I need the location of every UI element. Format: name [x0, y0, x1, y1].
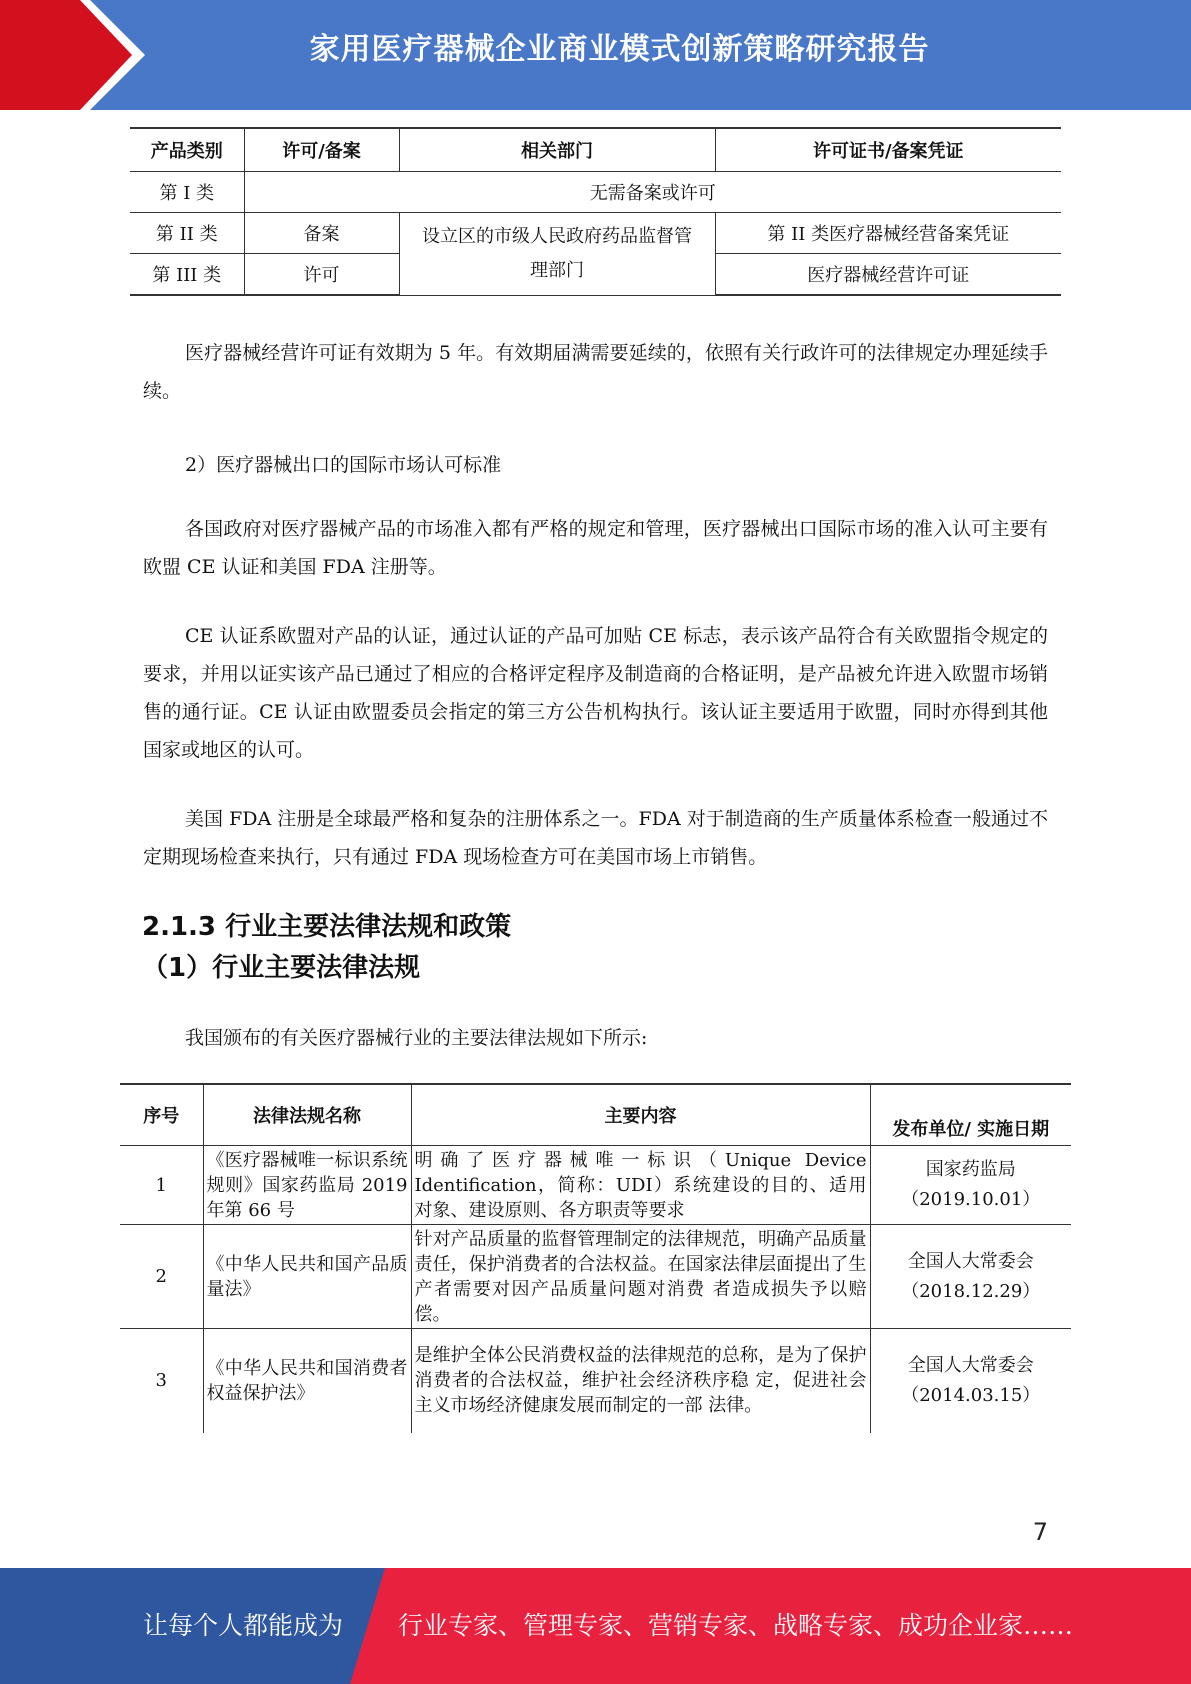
table2-cell-name: 《医疗器械唯一标识系统规则》国家药监局 2019 年第 66 号: [203, 1146, 411, 1225]
table2-cell-name: 《中华人民共和国消费者权益保护法》: [203, 1329, 411, 1433]
footer-bar: [0, 1568, 1191, 1684]
paragraph: 我国颁布的有关医疗器械行业的主要法律法规如下所示:: [185, 1027, 648, 1049]
table1-cell: 第 III 类: [130, 254, 244, 296]
table-row: [130, 172, 1061, 213]
table-row: [130, 213, 1061, 254]
table-row: [120, 1329, 1071, 1433]
license-category-table: [130, 127, 1061, 296]
effective-date: （2019.10.01）: [901, 1189, 1041, 1210]
effective-date: （2018.12.29）: [901, 1280, 1041, 1302]
table1-cell: 第 II 类: [130, 213, 244, 254]
footer-slogan-right: 行业专家、管理专家、营销专家、战略专家、成功企业家……: [398, 1611, 1074, 1640]
subsection-heading: （1）行业主要法律法规: [142, 953, 421, 983]
table1-cell: 许可: [244, 254, 399, 296]
table1-cell: 第 I 类: [130, 172, 244, 213]
table2-header-issuer: 发布单位/ 实施日期: [870, 1084, 1071, 1146]
table1-header-dept: 相关部门: [399, 128, 715, 172]
laws-table: [120, 1083, 1071, 1433]
table2-cell-no: 1: [120, 1146, 203, 1225]
issuer-name: 全国人大常委会: [907, 1250, 1034, 1272]
table1-cell: 备案: [244, 213, 399, 254]
table1-cell: 第 II 类医疗器械经营备案凭证: [715, 213, 1061, 254]
section-heading: 2.1.3 行业主要法律法规和政策: [142, 912, 512, 942]
table-row: [120, 1146, 1071, 1225]
paragraph: 美国 FDA 注册是全球最严格和复杂的注册体系之一。FDA 对于制造商的生产质量体系检查一般通过不定期现场检查来执行，只有通过 FDA 现场检查方可在美国市场上市销售。: [143, 808, 1048, 868]
table2-cell-issuer: [870, 1329, 1071, 1433]
table1-header-cert: 许可证书/备案凭证: [715, 128, 1061, 172]
table1-header-type: 许可/备案: [244, 128, 399, 172]
table2-cell-issuer: [870, 1146, 1071, 1225]
effective-date: （2014.03.15）: [901, 1384, 1041, 1406]
table2-cell-no: 3: [120, 1329, 203, 1433]
table-row: [120, 1225, 1071, 1329]
paragraph: 各国政府对医疗器械产品的市场准入都有严格的规定和管理，医疗器械出口国际市场的准入认可主要有欧盟 CE 认证和美国 FDA 注册等。: [143, 518, 1048, 578]
table2-header-content: 主要内容: [411, 1084, 870, 1146]
table2-cell-content: 是维护全体公民消费权益的法律规范的总称，是为了保护消费者的合法权益，维护社会经济秩序稳 定，促进社会主义市场经济健康发展而制定的一部 法律。: [411, 1329, 870, 1433]
footer-slogan-left: 让每个人都能成为: [143, 1611, 344, 1640]
table2-cell-name: 《中华人民共和国产品质量法》: [203, 1225, 411, 1329]
table2-cell-no: 2: [120, 1225, 203, 1329]
table2-cell-content: 针对产品质量的监督管理制定的法律规范，明确产品质量责任，保护消费者的合法权益。在国家法律层面提出了生产者需要对因产品质量问题对消费 者造成损失予以赔偿。: [411, 1225, 870, 1329]
table1-cell: 无需备案或许可: [244, 172, 1061, 213]
paragraph: CE 认证系欧盟对产品的认证，通过认证的产品可加贴 CE 标志，表示该产品符合有关欧盟指令规定的要求，并用以证实该产品已通过了相应的合格评定程序及制造商的合格证明，是产品被允许进入欧盟市场销售的通行证。CE 认证由欧盟委员会指定的第三方公告机构执行。该认证主要适用于欧盟，同时亦得到其他国家或地区的认可。: [143, 625, 1048, 761]
header-bar: [0, 0, 1191, 110]
issuer-name: 全国人大常委会: [907, 1354, 1034, 1376]
table2-cell-issuer: [870, 1225, 1071, 1329]
issuer-name: 国家药监局: [925, 1159, 1016, 1180]
table2-header-no: 序号: [120, 1084, 203, 1146]
table2-header-name: 法律法规名称: [203, 1084, 411, 1146]
table1-cell: 医疗器械经营许可证: [715, 254, 1061, 296]
report-title: 家用医疗器械企业商业模式创新策略研究报告: [309, 32, 930, 67]
table2-cell-content: 明确了医疗器械唯一标识（Unique Device Identification，简称：UDI）系统建设的目的、适用 对象、建设原则、各方职责等要求: [411, 1146, 870, 1225]
page-number: 7: [1032, 1518, 1048, 1546]
table1-header-category: 产品类别: [130, 128, 244, 172]
paragraph: 医疗器械经营许可证有效期为 5 年。有效期届满需要延续的，依照有关行政许可的法律规定办理延续手续。: [143, 342, 1048, 402]
table1-cell: 设立区的市级人民政府药品监督管理部门: [399, 213, 715, 296]
subheading: 2）医疗器械出口的国际市场认可标准: [185, 454, 502, 476]
